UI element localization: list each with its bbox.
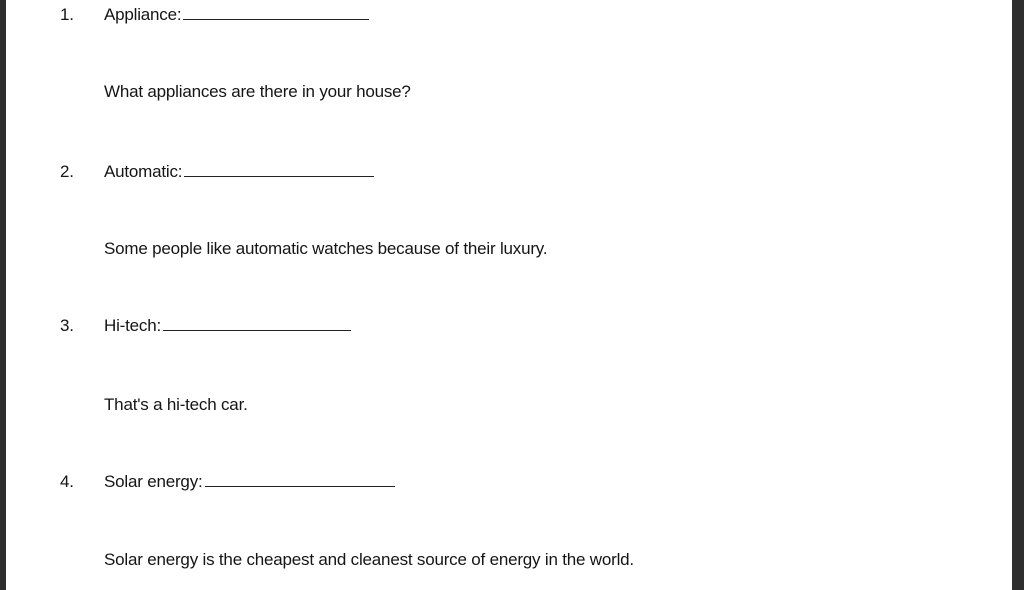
item-number: 1. xyxy=(60,5,74,24)
example-sentence-3: That's a hi-tech car. xyxy=(104,395,248,414)
worksheet-page xyxy=(6,0,1012,590)
item-number: 3. xyxy=(60,316,74,335)
answer-blank[interactable] xyxy=(205,472,395,487)
item-number: 2. xyxy=(60,162,74,181)
vocab-item-4 xyxy=(60,472,395,492)
answer-blank[interactable] xyxy=(163,316,351,331)
vocab-item-1 xyxy=(60,5,369,25)
vocab-term: Hi-tech: xyxy=(104,316,161,335)
example-sentence-2: Some people like automatic watches because of their luxury. xyxy=(104,239,548,258)
vocab-term: Automatic: xyxy=(104,162,183,181)
vocab-term: Appliance: xyxy=(104,5,182,24)
vocab-item-2 xyxy=(60,162,374,182)
example-sentence-1: What appliances are there in your house? xyxy=(104,82,411,101)
vocab-item-3 xyxy=(60,316,351,336)
answer-blank[interactable] xyxy=(183,5,369,20)
vocab-term: Solar energy: xyxy=(104,472,203,491)
answer-blank[interactable] xyxy=(184,162,374,177)
example-sentence-4: Solar energy is the cheapest and cleanest source of energy in the world. xyxy=(104,550,634,569)
item-number: 4. xyxy=(60,472,74,491)
